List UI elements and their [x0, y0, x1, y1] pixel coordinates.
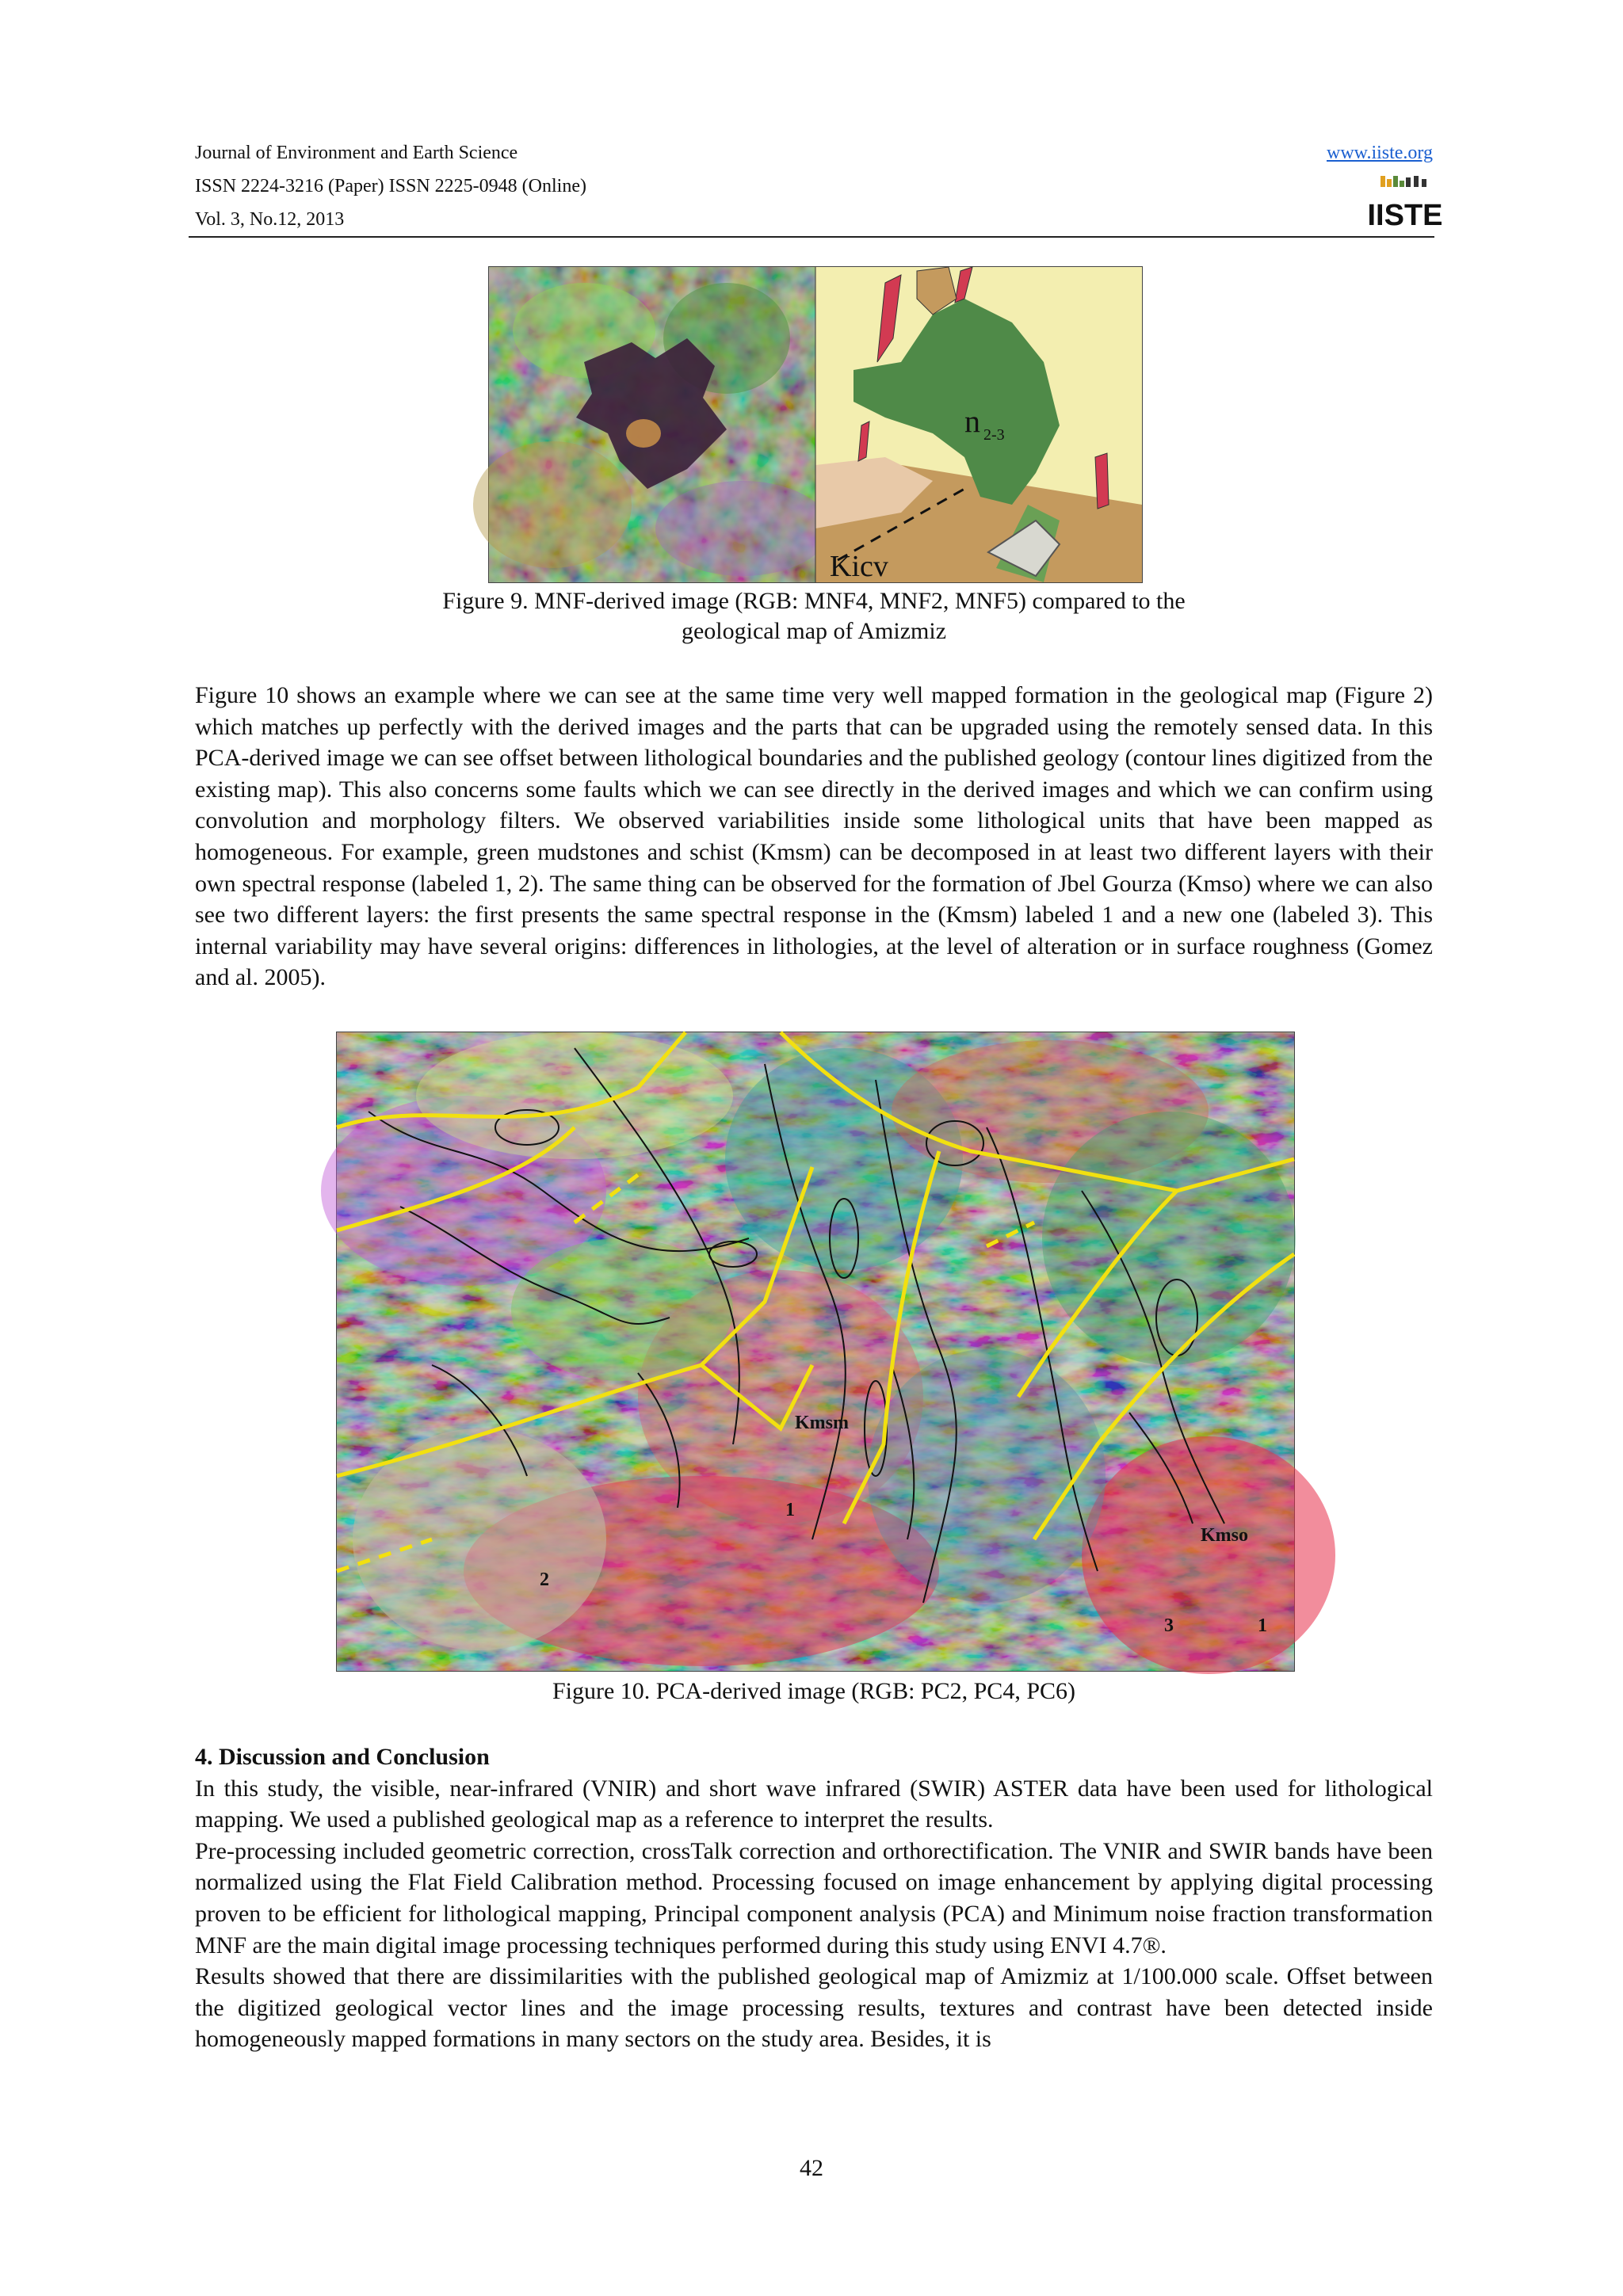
- page-number: 42: [800, 2155, 823, 2181]
- journal-url-link[interactable]: www.iiste.org: [1327, 143, 1433, 163]
- section-paragraph-2: Pre-processing included geometric correction, crossTalk correction and orthorectification. The VNIR and SWIR bands have been normalized using the Flat Field Calibration method. Processing focused on image enhancement by applying digital processing proven to be efficient for lithological mapping, Principal component analysis (PCA) and Minimum noise fraction transformation MNF are the main digital image processing techniques performed during this study using ENVI 4.7®.: [195, 1837, 1433, 1958]
- fig10-label-3: 3: [1164, 1615, 1174, 1636]
- figure-9-caption-line-1: Figure 9. MNF-derived image (RGB: MNF4, MNF2, MNF5) compared to the: [442, 588, 1186, 614]
- figure-10-caption: Figure 10. PCA-derived image (RGB: PC2, PC4, PC6): [552, 1678, 1075, 1704]
- map-label-kicv: Kicv: [830, 550, 888, 583]
- section-discussion-conclusion: [195, 1741, 1433, 2055]
- figure-10-image: [336, 1032, 1295, 1672]
- figure-9-image: [488, 266, 1143, 583]
- section-paragraph-1: In this study, the visible, near-infrared (VNIR) and short wave infrared (SWIR) ASTER data have been used for lithological mapping. We used a published geological map as a reference to interpret the results.: [195, 1775, 1433, 1833]
- fig10-label-1-kmso: 1: [1258, 1615, 1267, 1636]
- map-label-n: n: [964, 403, 980, 439]
- journal-header: [195, 136, 1443, 236]
- journal-volume: Vol. 3, No.12, 2013: [195, 209, 345, 230]
- journal-issn: ISSN 2224-3216 (Paper) ISSN 2225-0948 (Online): [195, 176, 586, 196]
- map-label-n-subscript: 2-3: [983, 426, 1005, 444]
- figure-9-caption-line-2: geological map of Amizmiz: [681, 618, 947, 644]
- journal-title: Journal of Environment and Earth Science: [195, 143, 518, 163]
- fig10-label-kmsm: Kmsm: [795, 1413, 849, 1433]
- fig10-label-1-kmsm: 1: [785, 1500, 795, 1520]
- body-paragraph-figure-10: Figure 10 shows an example where we can see at the same time very well mapped formation in the geological map (Figure 2) which matches up perfectly with the derived images and the parts that can be upgraded using the remotely sensed data. In this PCA-derived image we can see offset between lithological boundaries and the published geology (contour lines digitized from the existing map). This also concerns some faults which we can see directly in the derived images and which we can confirm using convolution and morphology filters. We observed variabilities inside some lithological units that have been mapped as homogeneous. For example, green mudstones and schist (Kmsm) can be decomposed in at least two different layers with their own spectral response (labeled 1, 2). The same thing can be observed for the formation of Jbel Gourza (Kmso) where we can also see two different layers: the first presents the same spectral response in the (Kmsm) labeled 1 and a new one (labeled 3). This internal variability may have several origins: differences in lithologies, at the level of alteration or in surface roughness (Gomez and al. 2005).: [195, 682, 1433, 991]
- iiste-logo: [1367, 174, 1443, 233]
- fig10-label-2: 2: [540, 1569, 549, 1590]
- fig10-label-kmso: Kmso: [1201, 1525, 1248, 1546]
- section-heading: 4. Discussion and Conclusion: [195, 1744, 490, 1770]
- section-paragraph-3: Results showed that there are dissimilarities with the published geological map of Amizmiz at 1/100.000 scale. Offset between the digitized geological vector lines and the image processing results, textures and contrast have been detected inside homogeneously mapped formations in many sectors on the study area. Besides, it is: [195, 1963, 1433, 2053]
- header-divider: [189, 236, 1434, 238]
- svg-text:IISTE: IISTE: [1367, 199, 1443, 232]
- figure-9-caption: [195, 586, 1433, 646]
